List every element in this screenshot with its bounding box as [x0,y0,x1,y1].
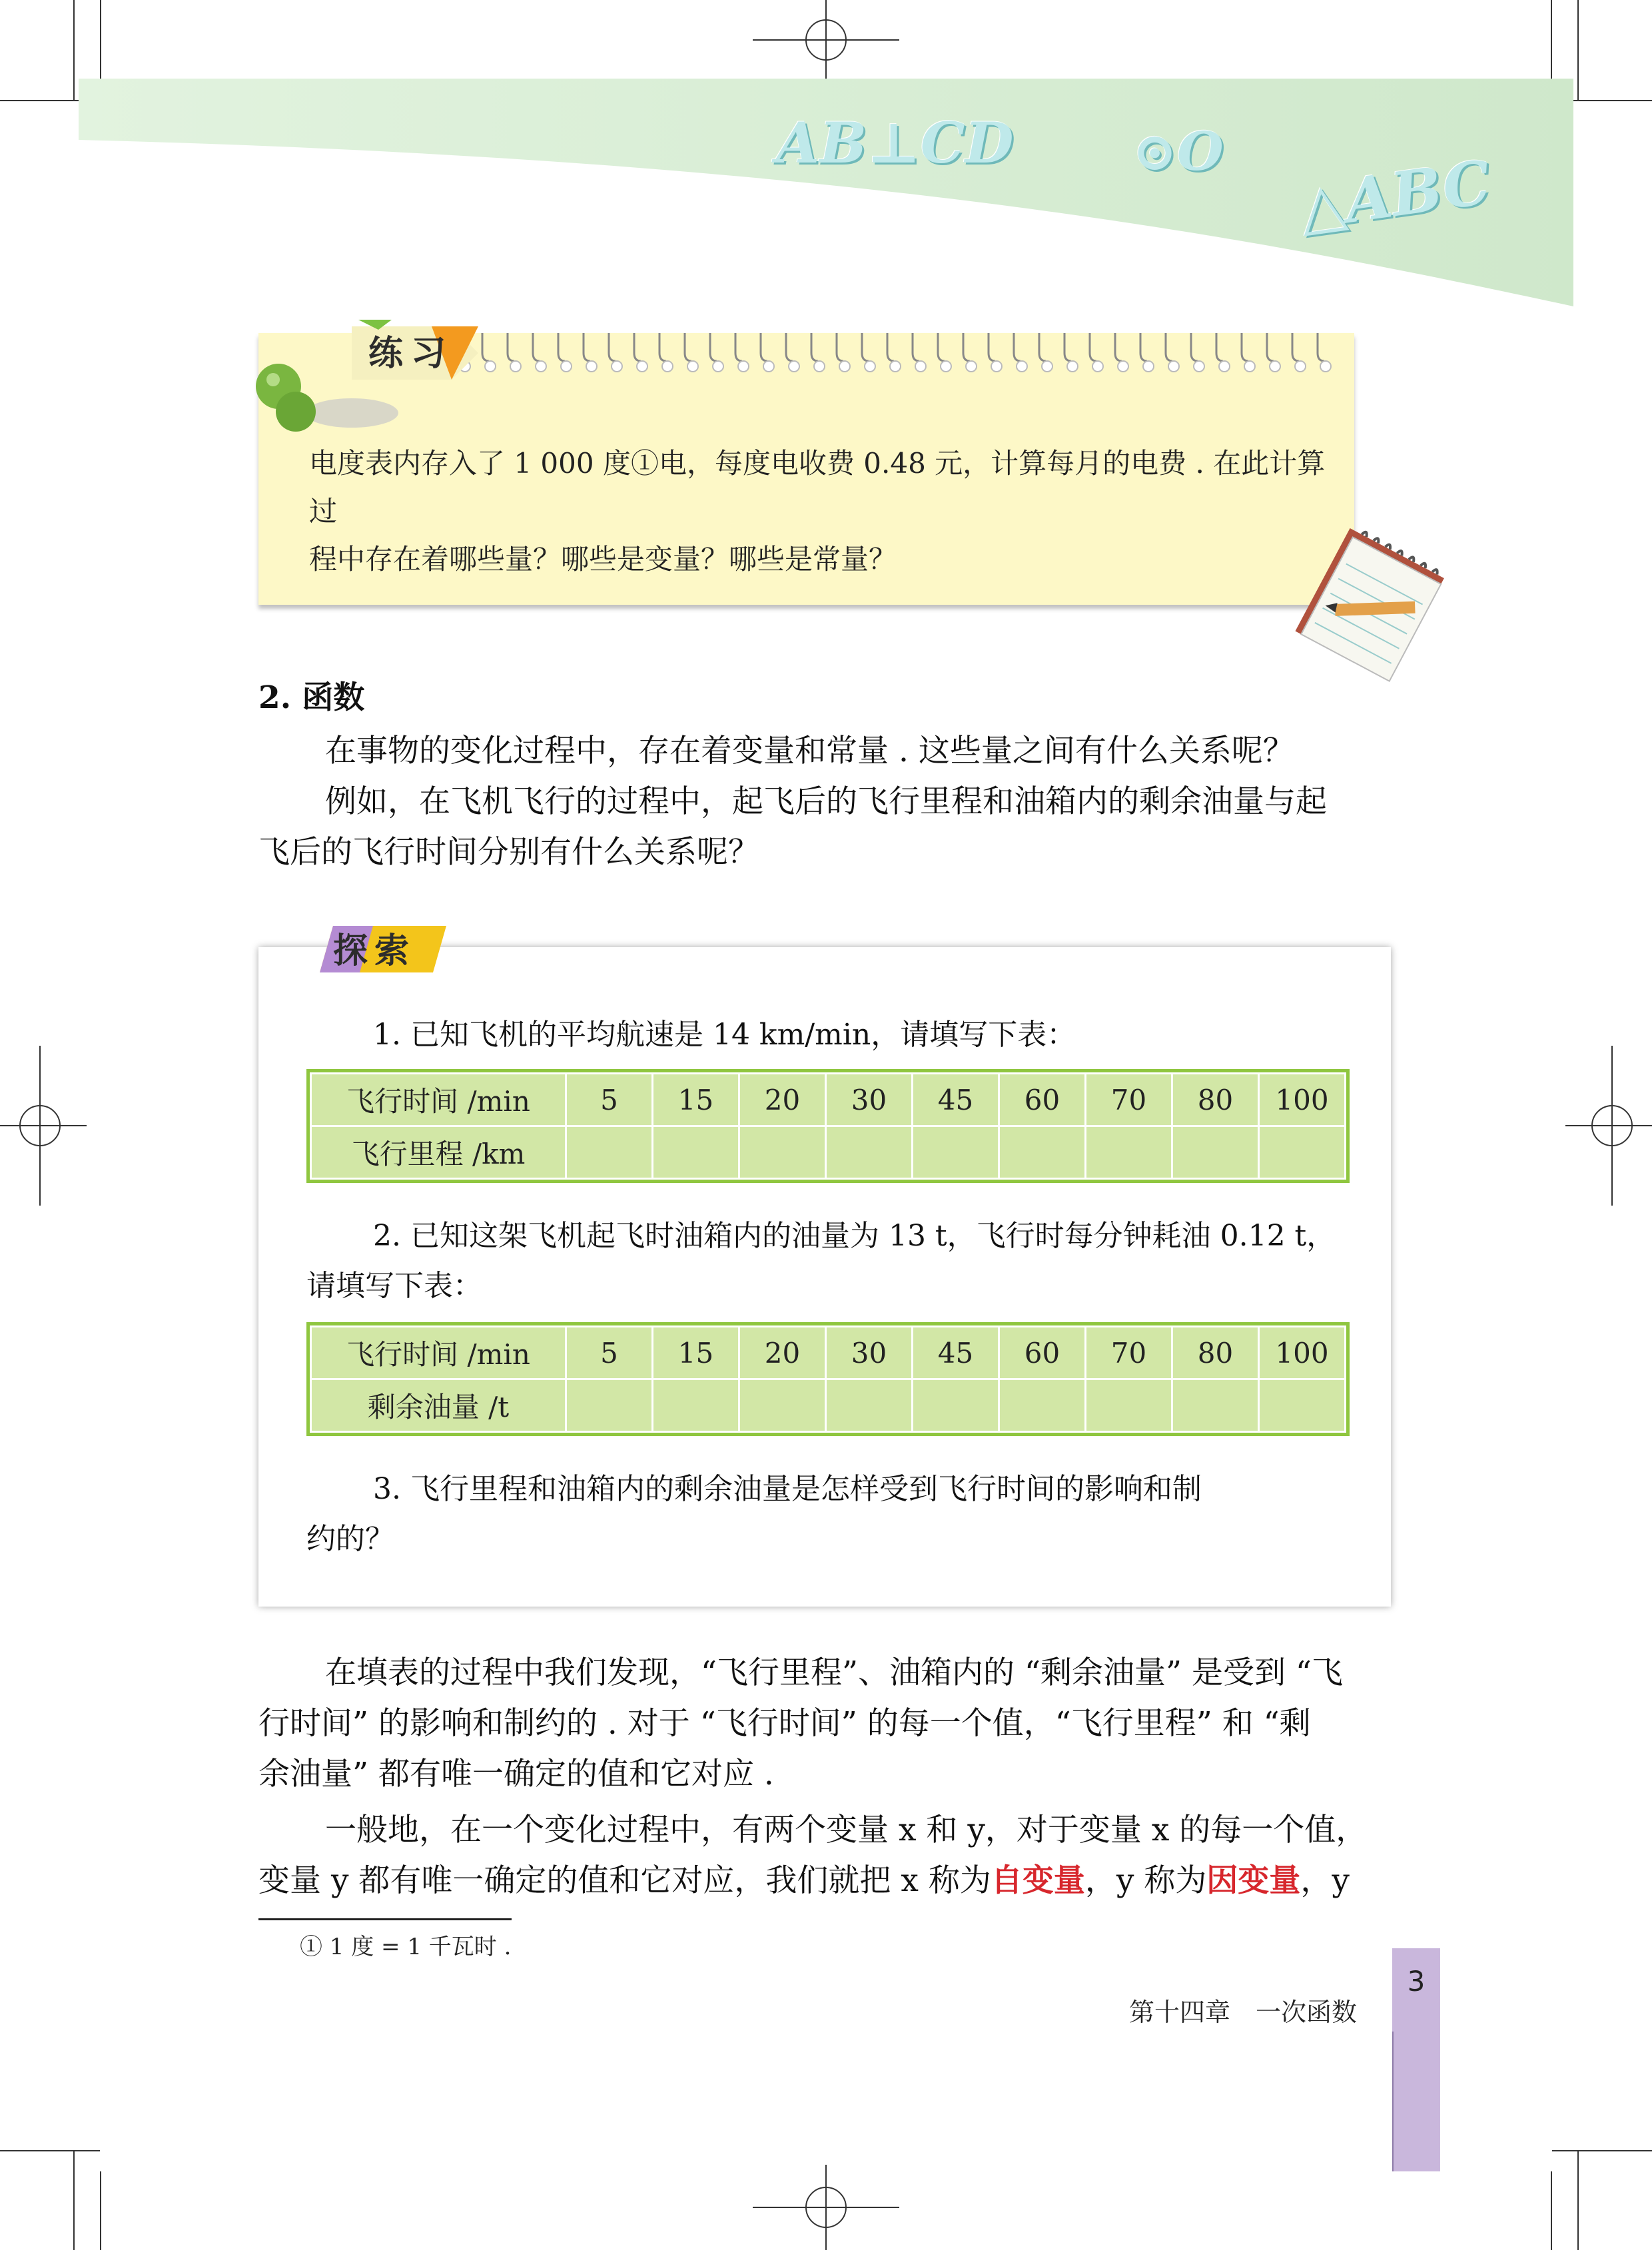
header-symbol-perpendicular: AB⊥CD [776,110,1014,176]
header-symbol-circle: ⊙O [1132,120,1224,183]
exercise-text [309,440,1348,583]
pushpin-icon [252,353,405,453]
paragraph: 在事物的变化过程中，存在着变量和常量 . 这些量之间有什么关系呢？ [325,733,1294,769]
table-cell-empty[interactable] [1086,1126,1172,1179]
table-cell-empty[interactable] [653,1379,739,1432]
question-1: 1. 已知飞机的平均航速是 14 km/min，请填写下表： [373,1018,1076,1052]
table-row-header: 飞行里程 /km [311,1126,566,1179]
table-cell: 15 [653,1074,739,1126]
table-row [311,1126,1346,1179]
registration-mark-right [1565,1046,1652,1206]
text-span: ，y [1300,1862,1350,1899]
table-cell: 80 [1172,1327,1259,1379]
table-cell-empty[interactable] [1172,1379,1259,1432]
text-span: 变量 y 都有唯一确定的值和它对应，我们就把 x 称为 [258,1862,991,1899]
table-row-header: 剩余油量 /t [311,1379,566,1432]
question-2: 2. 已知这架飞机起飞时油箱内的油量为 13 t，飞行时每分钟耗油 0.12 t， [373,1219,1336,1253]
table-cell: 70 [1086,1327,1172,1379]
term-independent-variable: 自变量 [991,1862,1085,1899]
table-cell-empty[interactable] [566,1379,653,1432]
table-cell-empty[interactable] [739,1379,826,1432]
exercise-text-line: 电度表内存入了 1 000 度①电，每度电收费 0.48 元，计算每月的电费 . 在此计算过 [309,447,1326,528]
footnote: ① 1 度 = 1 千瓦时 . [300,1934,512,1960]
page-number: 3 [1407,1965,1426,1998]
table-row [311,1327,1346,1379]
footnote-rule [258,1918,512,1920]
registration-mark-left [0,1046,87,1206]
paragraph: 飞后的飞行时间分别有什么关系呢？ [258,834,759,871]
page-tab-line [1392,2032,1394,2171]
table-cell-empty[interactable] [999,1126,1086,1179]
paragraph: 余油量” 都有唯一确定的值和它对应 . [258,1756,774,1792]
table-cell: 100 [1259,1074,1346,1126]
paragraph: 一般地，在一个变化过程中，有两个变量 x 和 y，对于变量 x 的每一个值， [325,1812,1368,1848]
header-symbol-triangle: △ABC [1295,147,1495,244]
table-cell-empty[interactable] [913,1379,999,1432]
table-cell-empty[interactable] [913,1126,999,1179]
table-row [311,1074,1346,1126]
exercise-text-line: 程中存在着哪些量？哪些是变量？哪些是常量？ [309,543,897,575]
text-span: ，y 称为 [1084,1862,1207,1899]
crop-mark [0,2150,100,2151]
table-cell-empty[interactable] [653,1126,739,1179]
table-cell: 100 [1259,1327,1346,1379]
crop-mark [100,2171,101,2250]
crop-mark [1577,2150,1579,2250]
table-cell: 80 [1172,1074,1259,1126]
table-cell-empty[interactable] [999,1379,1086,1432]
table-cell: 15 [653,1327,739,1379]
table-row-header: 飞行时间 /min [311,1327,566,1379]
table-cell: 60 [999,1327,1086,1379]
exercise-card [258,333,1354,605]
table-remaining-fuel [306,1322,1350,1436]
notepad-pencil-icon [1289,526,1449,686]
table-cell: 60 [999,1074,1086,1126]
exercise-label: 练习 [368,334,454,374]
section-heading: 2. 函数 [258,679,365,716]
table-cell: 20 [739,1074,826,1126]
table-cell: 45 [913,1327,999,1379]
table-cell: 70 [1086,1074,1172,1126]
registration-mark-bottom [753,2165,899,2250]
paragraph: 在填表的过程中我们发现，“飞行里程”、油箱内的 “剩余油量” 是受到 “飞 [325,1655,1343,1691]
chapter-title: 第十四章 一次函数 [1129,1998,1358,2027]
table-cell: 45 [913,1074,999,1126]
table-flight-distance [306,1069,1350,1183]
table-cell-empty[interactable] [1259,1126,1346,1179]
table-cell-empty[interactable] [1259,1379,1346,1432]
notebook-rings [425,333,1351,373]
term-dependent-variable: 因变量 [1206,1862,1301,1899]
table-cell-empty[interactable] [566,1126,653,1179]
paragraph: 例如，在飞机飞行的过程中，起飞后的飞行里程和油箱内的剩余油量与起 [325,783,1327,820]
crop-mark [1551,2171,1552,2250]
table-cell-empty[interactable] [826,1379,913,1432]
table-cell-empty[interactable] [1172,1126,1259,1179]
table-row [311,1379,1346,1432]
table-cell: 30 [826,1074,913,1126]
paragraph-with-definitions [258,1856,1350,1906]
table-cell-empty[interactable] [739,1126,826,1179]
table-cell: 5 [566,1327,653,1379]
table-cell: 30 [826,1327,913,1379]
table-row-header: 飞行时间 /min [311,1074,566,1126]
table-cell-empty[interactable] [826,1126,913,1179]
crop-mark [1552,2150,1652,2151]
paragraph: 行时间” 的影响和制约的 . 对于 “飞行时间” 的每一个值，“飞行里程” 和 “剩 [258,1705,1311,1742]
table-cell-empty[interactable] [1086,1379,1172,1432]
question-3-continued: 约的？ [306,1522,394,1556]
crop-mark [73,2150,75,2250]
question-3: 3. 飞行里程和油箱内的剩余油量是怎样受到飞行时间的影响和制 [373,1472,1202,1506]
question-2-continued: 请填写下表： [306,1269,482,1303]
table-cell: 5 [566,1074,653,1126]
table-cell: 20 [739,1327,826,1379]
explore-label: 探索 [333,931,416,971]
